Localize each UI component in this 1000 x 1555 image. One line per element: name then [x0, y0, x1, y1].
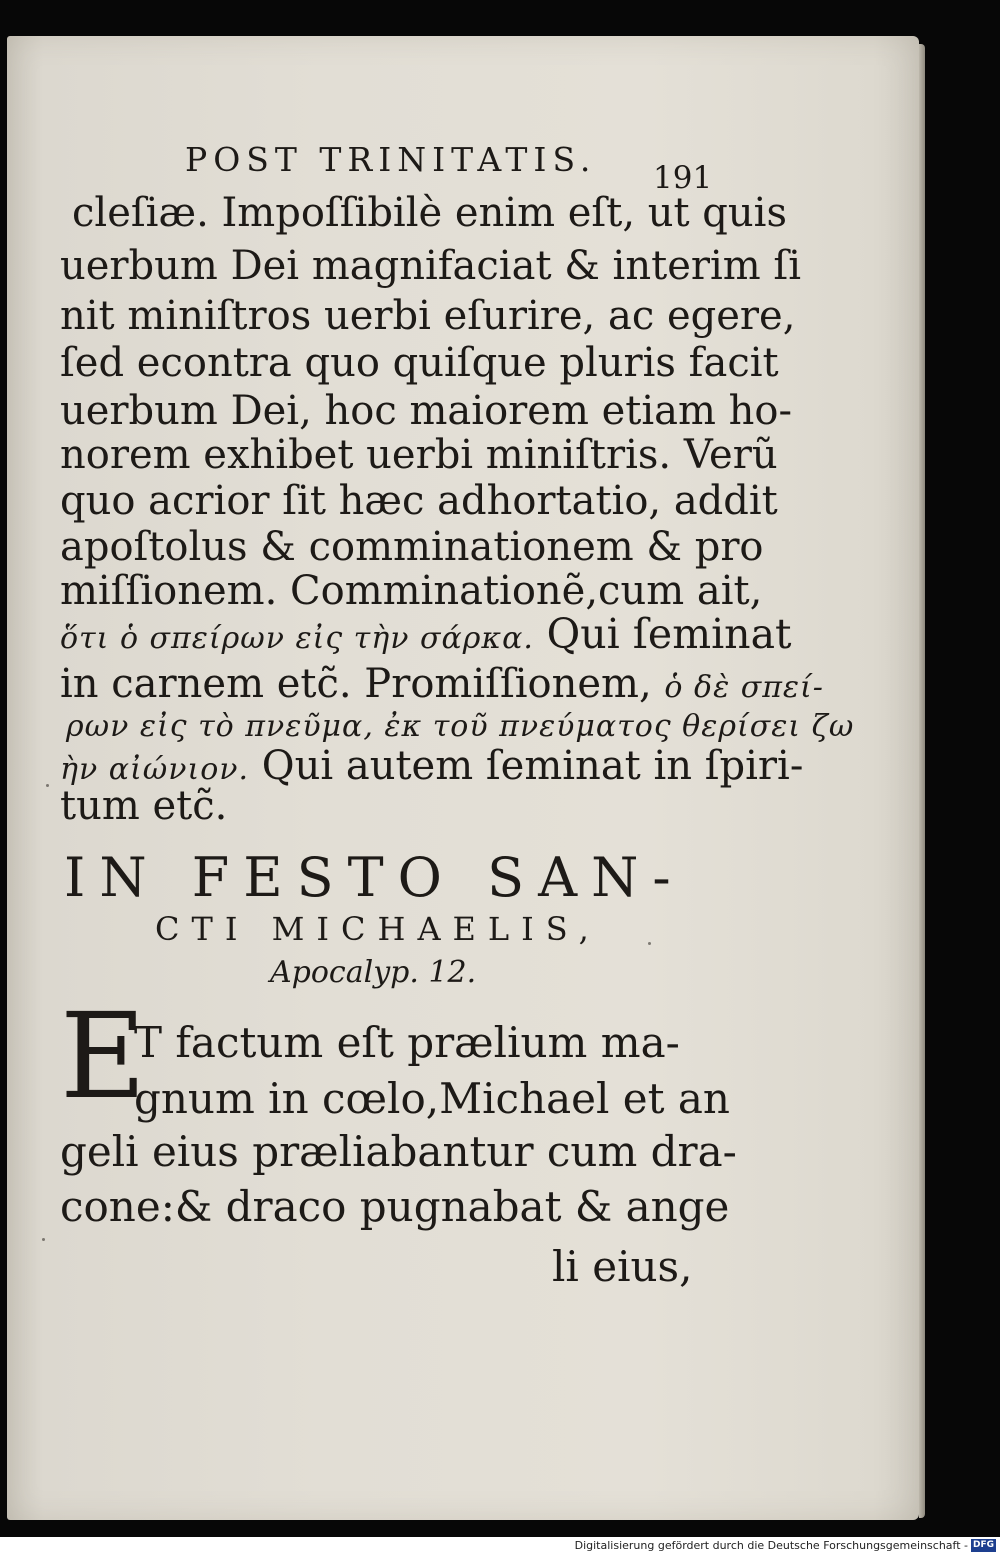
page-edge: [919, 44, 925, 1518]
body-line: ſed econtra quo quiſque pluris facit: [60, 340, 779, 386]
body-line-mixed: [60, 610, 792, 658]
dfg-logo-icon: DFG: [972, 1540, 994, 1550]
paper-speck: [46, 784, 49, 787]
body-line: quo acrior ſit hæc adhortatio, addit: [60, 478, 778, 524]
latin-text: in carnem etc̃. Promiſſionem,: [60, 661, 652, 707]
running-head: POST TRINITATIS.: [185, 140, 597, 179]
body-line: uerbum Dei, hoc maiorem etiam ho-: [60, 388, 792, 434]
funding-credit: Digitalisierung gefördert durch die Deutsche Forschungsgemeinschaft -: [574, 1539, 968, 1552]
body-line: gnum in cœlo,Michael et an: [134, 1074, 730, 1123]
drop-initial: E: [60, 987, 147, 1125]
section-heading: IN FESTO SAN-: [64, 846, 685, 909]
body-line: cone:& draco pugnabat & ange: [60, 1182, 730, 1231]
body-line: nit miniſtros uerbi eſurire, ac egere,: [60, 293, 796, 339]
paper-speck: [42, 1238, 45, 1241]
body-line: uerbum Dei magnifaciat & interim ſi: [60, 243, 802, 289]
body-line: cleſiæ. Impoſſibilè enim eſt, ut quis: [72, 190, 787, 236]
greek-text: ὅτι ὁ σπείρων εἰς τὴν σάρκα.: [60, 621, 534, 656]
latin-text: Qui autem ſeminat in ſpiri-: [261, 743, 804, 789]
body-line-mixed: [60, 661, 824, 707]
catchword: li eius,: [552, 1242, 693, 1291]
greek-text: ὴν αἰώνιον.: [60, 752, 250, 787]
body-line: geli eius præliabantur cum dra-: [60, 1127, 737, 1176]
scripture-citation: Apocalyp. 12.: [270, 955, 477, 990]
greek-text: ὁ δὲ σπεί-: [664, 670, 824, 705]
page-number: 191: [653, 160, 713, 196]
body-line: apoſtolus & comminationem & pro: [60, 524, 764, 570]
body-line: norem exhibet uerbi miniſtris. Verũ: [60, 432, 778, 478]
greek-line: ρων εἰς τὸ πνεῦμα, ἐκ τοῦ πνεύματος θερίσει ζω: [66, 709, 855, 744]
body-line-mixed: [60, 743, 804, 789]
section-subheading: CTI MICHAELIS,: [155, 910, 601, 948]
paper-speck: [648, 942, 651, 945]
body-line: T factum eſt prælium ma-: [134, 1018, 680, 1067]
body-line: miſſionem. Comminationẽ,cum ait,: [60, 568, 763, 614]
body-line: tum etc̃.: [60, 783, 228, 829]
latin-text: Qui ſeminat: [546, 610, 792, 658]
